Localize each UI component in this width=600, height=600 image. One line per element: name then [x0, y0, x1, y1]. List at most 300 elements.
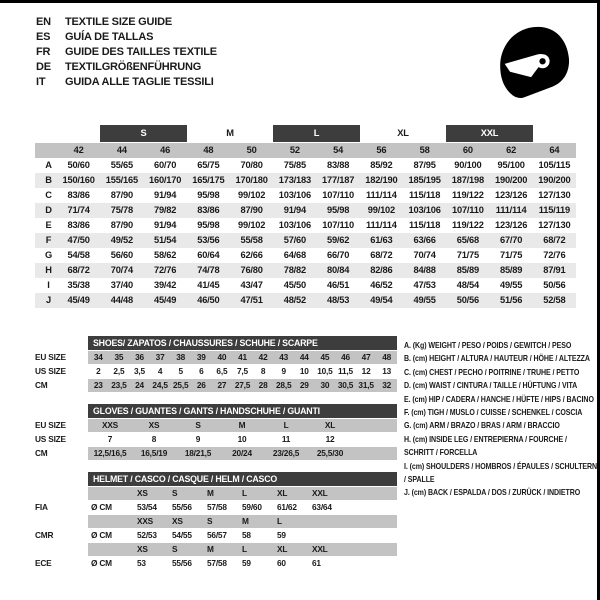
value-cell: S [169, 543, 204, 556]
value-cell: XXL [309, 543, 344, 556]
value-cell: M [204, 543, 239, 556]
size-group-label: S [100, 125, 187, 142]
row-filler [344, 543, 397, 556]
textile-data-row [35, 158, 576, 173]
row-label: US SIZE [35, 434, 66, 444]
value-cell: 46/50 [197, 295, 220, 305]
value-cell: 38 [170, 351, 191, 364]
value-cell: 25,5 [170, 379, 191, 392]
value-cell: 71/75 [456, 250, 479, 260]
value-cell: 87/90 [110, 220, 133, 230]
table-row [35, 529, 397, 542]
value-cell: 127/130 [538, 220, 571, 230]
value-cell: 64/68 [283, 250, 306, 260]
value-cell: 90/100 [454, 160, 482, 170]
size-cell: 64 [549, 145, 560, 155]
size-cell: 56 [376, 145, 387, 155]
value-cell: XL [274, 543, 309, 556]
value-cell: 61 [312, 558, 321, 568]
value-cell: 83/86 [67, 220, 90, 230]
value-cell: 51/56 [499, 295, 523, 305]
language-row [36, 75, 217, 90]
value-cell: 115/118 [409, 190, 441, 200]
value-cell: S [169, 487, 204, 500]
value-cell: 60/70 [153, 160, 177, 170]
row-label: US SIZE [35, 366, 66, 376]
size-group-label: L [273, 125, 360, 142]
header-spacer [35, 472, 88, 486]
value-cell [88, 515, 134, 528]
value-cell: XS [132, 419, 176, 432]
value-cell: 45/49 [67, 295, 90, 305]
value-cell: 4 [157, 366, 163, 376]
value-cell: 72/76 [543, 250, 566, 260]
value-cell: 103/106 [278, 220, 311, 230]
value-cell: 67/70 [499, 235, 523, 245]
language-title: TEXTILGRÖßENFÜHRUNG [65, 61, 202, 73]
value-cell: 49/55 [499, 280, 523, 290]
value-cell: 87/90 [240, 205, 263, 215]
value-cell: 177/187 [322, 175, 355, 185]
value-cell: 119/122 [452, 220, 484, 230]
value-cell: 49/54 [370, 295, 393, 305]
value-cell: 55/58 [240, 235, 263, 245]
value-cell [88, 543, 134, 556]
value-cell: 28 [253, 379, 274, 392]
shoes-table-header [35, 336, 397, 350]
language-title: GUIDA ALLE TAGLIE TESSILI [65, 76, 214, 88]
row-label [35, 543, 88, 556]
value-cell [309, 529, 344, 542]
value-cell: 7 [107, 434, 113, 444]
value-cell: 2 [96, 366, 101, 376]
value-cell: 107/110 [322, 190, 354, 200]
value-cell: 3,5 [134, 366, 145, 376]
gloves-table [35, 404, 397, 460]
shoes-table-title: SHOES/ ZAPATOS / CHAUSSURES / SCHUHE / SCARPE [88, 336, 397, 350]
value-cell: 49/52 [110, 235, 133, 245]
value-cell: 91/94 [283, 205, 306, 215]
value-cell: 46 [335, 351, 356, 364]
value-cell: 24 [129, 379, 150, 392]
value-cell: 68/72 [543, 235, 566, 245]
value-cell: 26 [191, 379, 212, 392]
textile-data-row [35, 278, 576, 293]
row-letter: J [46, 295, 51, 305]
row-filler [352, 433, 397, 446]
value-cell: 23,5 [109, 379, 130, 392]
value-cell: 71/75 [499, 250, 523, 260]
lower-tables [35, 336, 397, 582]
header-spacer [35, 404, 88, 418]
table-row [35, 365, 397, 378]
value-cell: 84/88 [413, 265, 436, 275]
value-cell: 61/63 [370, 235, 393, 245]
value-cell: 6 [199, 366, 204, 376]
value-cell: 12 [325, 434, 335, 444]
value-cell: 6,5 [216, 366, 228, 376]
value-cell: 44/48 [110, 295, 133, 305]
shoes-table [35, 336, 397, 392]
value-cell: 165/175 [192, 175, 225, 185]
value-cell: 41/45 [197, 280, 220, 290]
size-cell: 62 [506, 145, 517, 155]
value-cell: 53/54 [137, 502, 157, 512]
size-group-label: M [226, 128, 234, 138]
legend-item: A. (Kg) WEIGHT / PESO / POIDS / GEWITCH / PESO [404, 340, 572, 350]
value-cell: 61/62 [277, 502, 297, 512]
row-label [35, 487, 88, 500]
value-cell: 34 [88, 351, 109, 364]
value-cell: 25,5/30 [308, 447, 352, 460]
value-cell: 46/51 [326, 280, 350, 290]
value-cell: 87/91 [543, 265, 566, 275]
textile-group-row [35, 125, 576, 142]
row-filler [352, 419, 397, 432]
value-cell: 56/57 [207, 530, 227, 540]
value-cell: 53/56 [197, 235, 220, 245]
size-cell: 50 [246, 145, 257, 155]
value-cell: 91/94 [153, 190, 177, 200]
value-cell: 111/114 [366, 220, 397, 230]
header-spacer [35, 336, 88, 350]
table-row [35, 515, 397, 528]
row-label: FIA [35, 502, 48, 512]
table-row [35, 351, 397, 364]
value-cell: 78/82 [283, 265, 306, 275]
value-cell: 63/66 [413, 235, 436, 245]
value-cell: XS [134, 543, 169, 556]
value-cell: 127/130 [538, 190, 571, 200]
table-row [35, 543, 397, 556]
row-letter: C [45, 190, 52, 200]
value-cell: Ø CM [91, 502, 112, 512]
helmet-icon-svg [488, 17, 576, 109]
value-cell: 36 [129, 351, 150, 364]
value-cell: Ø CM [91, 530, 112, 540]
value-cell: XL [308, 419, 352, 432]
value-cell: S [204, 515, 239, 528]
value-cell: 41 [232, 351, 253, 364]
size-cell: 42 [73, 145, 84, 155]
value-cell: 63/64 [312, 502, 332, 512]
value-cell: 107/110 [322, 220, 354, 230]
value-cell: L [239, 487, 274, 500]
textile-data-row [35, 218, 576, 233]
value-cell: 68/72 [67, 265, 90, 275]
value-cell: L [264, 419, 308, 432]
value-cell: 10,5 [317, 366, 333, 376]
value-cell: 123/126 [495, 220, 528, 230]
value-cell: 155/165 [105, 175, 138, 185]
value-cell: 27,5 [232, 379, 253, 392]
value-cell: 83/86 [67, 190, 90, 200]
row-letter: D [45, 205, 52, 215]
table-row [35, 419, 397, 432]
row-label: CM [35, 380, 48, 390]
language-row [36, 30, 217, 45]
value-cell: S [176, 419, 220, 432]
row-filler [344, 515, 397, 528]
row-label: CMR [35, 530, 54, 540]
value-cell: 48 [376, 351, 397, 364]
value-cell: XS [169, 515, 204, 528]
gloves-table-header [35, 404, 397, 418]
value-cell: 66/70 [326, 250, 350, 260]
value-cell: 50/56 [456, 295, 479, 305]
value-cell: 58 [242, 530, 251, 540]
value-cell: 39/42 [153, 280, 177, 290]
value-cell: 54/55 [172, 530, 192, 540]
value-cell: 68/72 [370, 250, 393, 260]
value-cell: 10 [299, 366, 309, 376]
row-filler [344, 557, 397, 570]
size-cell: 44 [116, 145, 127, 155]
value-cell: 44 [294, 351, 315, 364]
row-filler [344, 529, 397, 542]
value-cell: 57/58 [207, 558, 227, 568]
value-cell: 48/52 [283, 295, 306, 305]
value-cell: M [220, 419, 264, 432]
row-filler [344, 487, 397, 500]
size-cell: 46 [160, 145, 171, 155]
value-cell: 31,5 [356, 379, 377, 392]
table-row [35, 379, 397, 392]
value-cell: 105/115 [538, 160, 571, 170]
helmet-table-header [35, 472, 397, 486]
value-cell: M [239, 515, 274, 528]
value-cell: 85/92 [370, 160, 393, 170]
textile-data-row [35, 248, 576, 263]
helmet-table-rows [35, 487, 397, 570]
value-cell: 48/54 [456, 280, 479, 290]
row-label [35, 515, 88, 528]
value-cell: M [204, 487, 239, 500]
value-cell: 23/26,5 [264, 447, 308, 460]
language-code: ES [36, 31, 51, 43]
row-letter: F [45, 235, 52, 245]
value-cell: XXL [309, 487, 344, 500]
size-cell: 58 [419, 145, 430, 155]
value-cell: 95/98 [197, 190, 220, 200]
value-cell: 70/74 [413, 250, 436, 260]
value-cell: 52/53 [137, 530, 157, 540]
helmet-icon [488, 17, 576, 109]
value-cell: 9 [195, 434, 201, 444]
value-cell: 29 [294, 379, 315, 392]
gloves-table-title: GLOVES / GUANTES / GANTS / HANDSCHUHE / GUANTI [88, 404, 397, 418]
table-row [35, 557, 397, 570]
value-cell: 99/102 [238, 220, 266, 230]
value-cell: 83/88 [326, 160, 350, 170]
value-cell: 32 [376, 379, 397, 392]
row-letter: B [45, 175, 52, 185]
gloves-table-rows [35, 419, 397, 460]
value-cell: 50/60 [67, 160, 90, 170]
table-row [35, 433, 397, 446]
language-title: GUÍA DE TALLAS [65, 31, 154, 43]
value-cell: 54/58 [67, 250, 90, 260]
size-cell: 60 [462, 145, 473, 155]
value-cell: 35 [109, 351, 130, 364]
language-row [36, 45, 217, 60]
value-cell: 30 [315, 379, 336, 392]
value-cell: 47 [356, 351, 377, 364]
value-cell: 119/122 [452, 190, 484, 200]
value-cell: 40 [212, 351, 233, 364]
value-cell: XXS [134, 515, 169, 528]
value-cell: 150/160 [62, 175, 95, 185]
value-cell: 95/98 [326, 205, 350, 215]
value-cell: 65/68 [456, 235, 479, 245]
value-cell: 23 [88, 379, 109, 392]
value-cell: 160/170 [149, 175, 182, 185]
value-cell: 190/200 [495, 175, 528, 185]
helmet-table [35, 472, 397, 570]
value-cell: 74/78 [197, 265, 220, 275]
legend-item: C. (cm) CHEST / PECHO / POITRINE / TRUHE / PETTO [404, 366, 580, 377]
value-cell: 62/66 [240, 250, 263, 260]
table-row [35, 447, 397, 460]
legend-item: G. (cm) ARM / BRAZO / BRAS / ARM / BRACCIO [404, 420, 560, 431]
table-row [35, 487, 397, 500]
value-cell: 85/89 [499, 265, 523, 275]
value-cell: 82/86 [370, 265, 393, 275]
value-cell: 5 [178, 366, 183, 376]
value-cell: 99/102 [238, 190, 266, 200]
language-row [36, 60, 217, 75]
value-cell: 11,5 [338, 366, 353, 376]
legend-item: J. (cm) BACK / ESPALDA / DOS / ZURÜCK / INDIETRO [404, 487, 581, 498]
value-cell: 103/106 [408, 205, 441, 215]
row-letter: E [45, 220, 52, 230]
language-title-list [36, 15, 217, 90]
value-cell: 45/50 [283, 280, 306, 290]
size-cell: 52 [289, 145, 300, 155]
value-cell: 182/190 [365, 175, 398, 185]
value-cell: 59/62 [326, 235, 350, 245]
value-cell [88, 487, 134, 500]
value-cell: 51/54 [153, 235, 177, 245]
sizes-spacer [35, 143, 57, 158]
row-label: EU SIZE [35, 420, 66, 430]
measurement-legend [404, 339, 598, 500]
value-cell: 115/119 [538, 205, 570, 215]
value-cell: 8 [151, 434, 157, 444]
value-cell: 60/64 [197, 250, 220, 260]
value-cell: 76/80 [240, 265, 263, 275]
textile-data-row [35, 203, 576, 218]
legend-item: F. (cm) TIGH / MUSLO / CUISSE / SCHENKEL / COSCIA [404, 407, 583, 418]
value-cell: 55/56 [172, 558, 192, 568]
group-spacer [35, 125, 100, 142]
value-cell: 107/110 [452, 205, 484, 215]
legend-item: H. (cm) INSIDE LEG / ENTREPIERNA / FOURCHE / SCHRITT / FORCELLA [404, 433, 567, 458]
value-cell: 190/200 [538, 175, 571, 185]
legend-item: B. (cm) HEIGHT / ALTURA / HAUTEUR / HÖHE / ALTEZZA [404, 353, 590, 364]
legend-item: E. (cm) HIP / CADERA / HANCHE / HÜFTE / HIPS / BACINO [404, 393, 594, 404]
value-cell: 8 [260, 366, 266, 376]
value-cell: 48/53 [326, 295, 350, 305]
value-cell: 27 [212, 379, 233, 392]
language-title: TEXTILE SIZE GUIDE [65, 16, 173, 28]
table-row [35, 501, 397, 514]
value-cell: 79/82 [153, 205, 177, 215]
value-cell: 10 [237, 434, 247, 444]
row-letter: G [44, 250, 53, 260]
value-cell: 58/62 [153, 250, 177, 260]
value-cell: 75/85 [283, 160, 306, 170]
language-title: GUIDE DES TAILLES TEXTILE [65, 46, 217, 58]
value-cell: 75/78 [110, 205, 133, 215]
row-label: CM [35, 448, 48, 458]
value-cell: 95/98 [197, 220, 220, 230]
value-cell: 83/86 [197, 205, 220, 215]
language-code: FR [36, 46, 51, 58]
row-filler [352, 447, 397, 460]
value-cell: 37/40 [110, 280, 133, 290]
value-cell: 111/114 [495, 205, 527, 215]
value-cell: 55/65 [110, 160, 133, 170]
value-cell: XXS [88, 419, 132, 432]
value-cell: 11 [281, 434, 291, 444]
value-cell: 16,5/19 [132, 447, 176, 460]
value-cell: 71/74 [67, 205, 90, 215]
value-cell: 12,5/16,5 [88, 447, 132, 460]
value-cell: 57/60 [283, 235, 306, 245]
value-cell: 80/84 [326, 265, 350, 275]
value-cell: 9 [281, 366, 286, 376]
value-cell: L [274, 515, 309, 528]
value-cell: 123/126 [495, 190, 528, 200]
value-cell: 59/60 [242, 502, 262, 512]
textile-data-row [35, 293, 576, 308]
value-cell: 173/183 [278, 175, 311, 185]
value-cell: 72/76 [153, 265, 177, 275]
row-label: ECE [35, 558, 52, 568]
value-cell: 18/21,5 [176, 447, 220, 460]
size-group-label: XXL [446, 125, 533, 142]
value-cell: 12 [361, 366, 371, 376]
value-cell: 87/95 [413, 160, 436, 170]
value-cell: 52/58 [543, 295, 566, 305]
textile-sizes-row [35, 143, 576, 158]
value-cell: 99/102 [367, 205, 395, 215]
value-cell: 53 [137, 558, 146, 568]
value-cell: 115/118 [409, 220, 441, 230]
value-cell: 55/56 [172, 502, 192, 512]
value-cell: 46/52 [370, 280, 393, 290]
value-cell: XL [274, 487, 309, 500]
value-cell: 91/94 [153, 220, 177, 230]
value-cell: 49/55 [413, 295, 436, 305]
row-letter: H [45, 265, 52, 275]
language-code: IT [36, 76, 46, 88]
textile-data-row [35, 263, 576, 278]
value-cell: 103/106 [278, 190, 311, 200]
row-filler [344, 501, 397, 514]
value-cell: 60 [277, 558, 286, 568]
value-cell: 59 [277, 530, 286, 540]
value-cell: 2,5 [113, 366, 125, 376]
value-cell: 47/51 [240, 295, 263, 305]
row-letter: A [45, 160, 52, 170]
value-cell: 65/75 [197, 160, 220, 170]
value-cell: 37 [150, 351, 171, 364]
value-cell: 87/90 [110, 190, 133, 200]
value-cell: 47/50 [67, 235, 90, 245]
value-cell: 170/180 [235, 175, 268, 185]
